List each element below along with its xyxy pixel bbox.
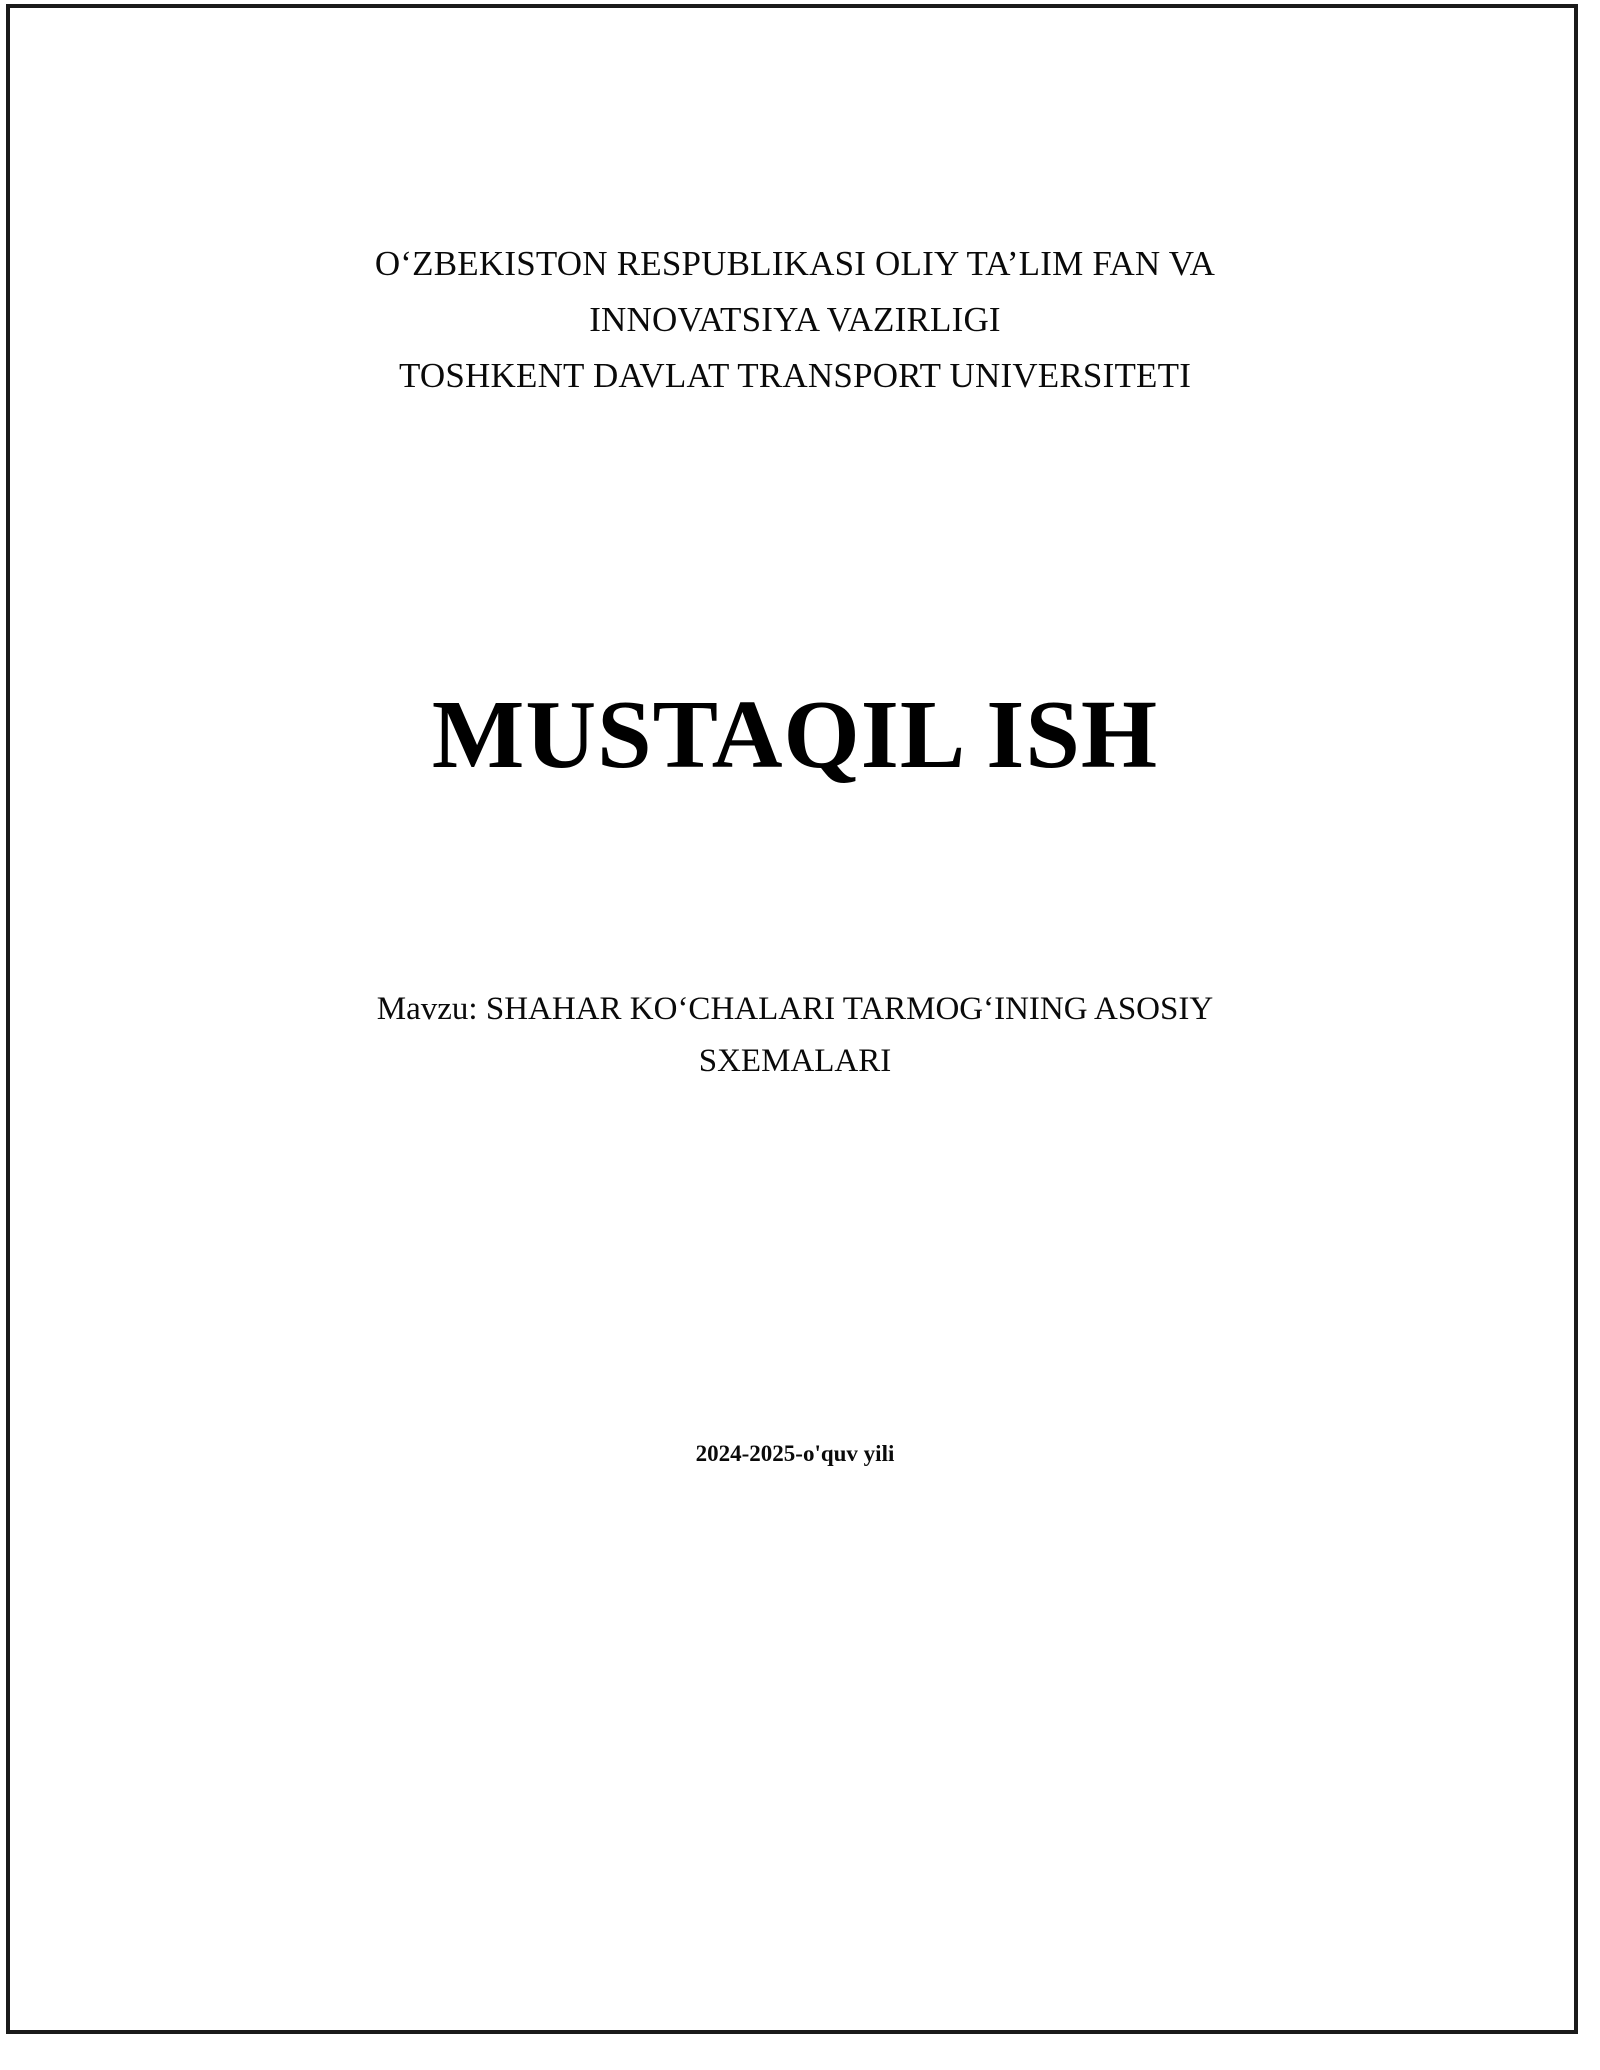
- subject-line-1: Mavzu: SHAHAR KO‘CHALARI TARMOG‘INING ASOSIY: [376, 991, 1214, 1027]
- institution-header: [130, 236, 1460, 404]
- page-title: MUSTAQIL ISH: [431, 681, 1159, 789]
- academic-year: 2024-2025-o'quv yili: [695, 1441, 895, 1466]
- subject-line-2: SXEMALARI: [698, 1043, 892, 1079]
- page-content-area: [10, 8, 1574, 2030]
- subject-block: [230, 983, 1360, 1087]
- university-name: TOSHKENT DAVLAT TRANSPORT UNIVERSITETI: [398, 356, 1192, 395]
- ministry-line-1: O‘ZBEKISTON RESPUBLIKASI OLIY TA’LIM FAN VA: [374, 244, 1216, 283]
- document-body: [130, 8, 1460, 2030]
- ministry-line-2: INNOVATSIYA VAZIRLIGI: [589, 300, 1001, 339]
- page-border: [6, 4, 1578, 2034]
